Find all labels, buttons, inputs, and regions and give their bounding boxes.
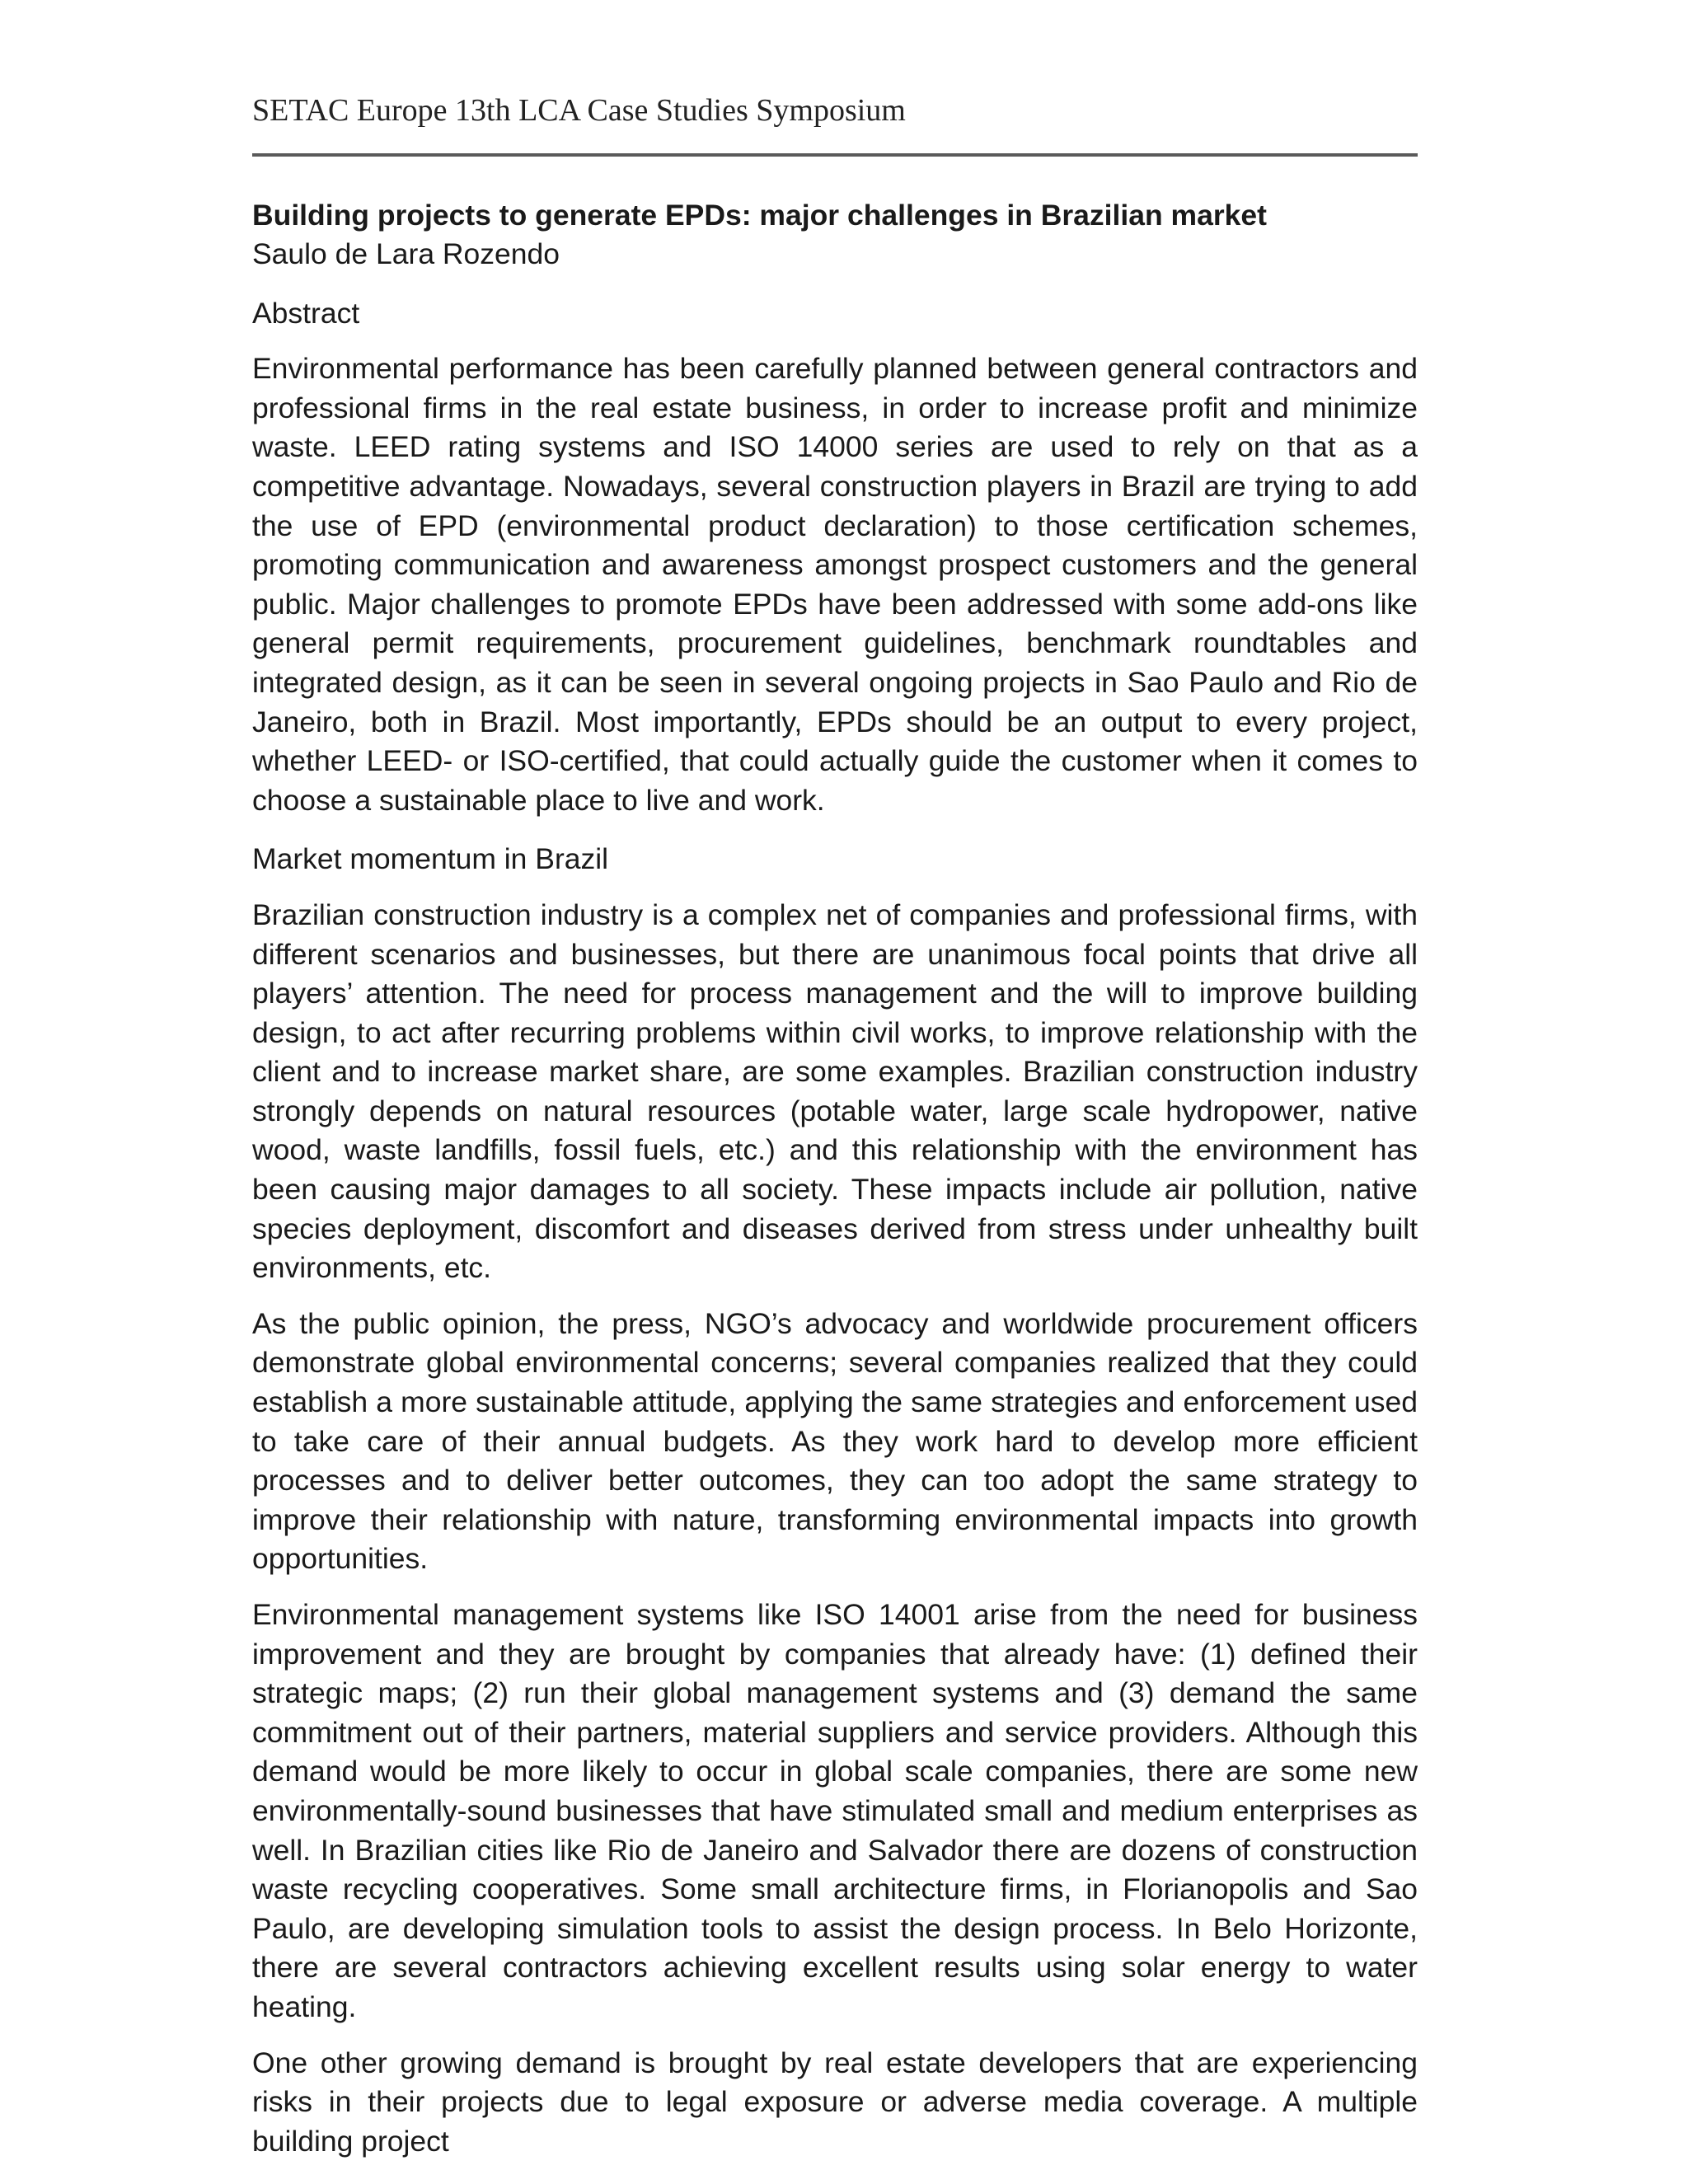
abstract-paragraph: Environmental performance has been carefully planned between general contractors and professional firms in the real estate business, in order to increase profit and minimize waste. LEED rating systems and ISO 14000 series are used to rely on that as a competitive advantage. Nowadays, several construction players in Brazil are trying to add the use of EPD (environmental product declaration) to those certification schemes, promoting communication and awareness amongst prospect customers and the general public. Major challenges to promote EPDs have been addressed with some add-ons like general permit requirements, procurement guidelines, benchmark roundtables and integrated design, as it can be seen in several ongoing projects in Sao Paulo and Rio de Janeiro, both in Brazil. Most importantly, EPDs should be an output to every project, whether LEED- or ISO-certified, that could actually guide the customer when it comes to choose a sustainable place to live and work. bbox=[252, 352, 1418, 817]
paper-title: Building projects to generate EPDs: major challenges in Brazilian market bbox=[252, 199, 1267, 232]
body-paragraph-4: One other growing demand is brought by real estate developers that are experiencing risks in their projects due to legal exposure or adverse media coverage. A multiple building project bbox=[252, 2046, 1418, 2158]
section-heading-market-momentum: Market momentum in Brazil bbox=[252, 842, 609, 876]
paper-author: Saulo de Lara Rozendo bbox=[252, 237, 560, 270]
paper-body bbox=[252, 196, 1418, 2161]
running-header: SETAC Europe 13th LCA Case Studies Symposium bbox=[252, 93, 906, 128]
body-paragraph-3: Environmental management systems like ISO 14001 arise from the need for business improvement and they are brought by companies that already have: (1) defined their strategic maps; (2) run their global management systems and (3) demand the same commitment out of their partners, material suppliers and service providers. Although this demand would be more likely to occur in global scale companies, there are some new environmentally-sound businesses that have stimulated small and medium enterprises as well. In Brazilian cities like Rio de Janeiro and Salvador there are dozens of construction waste recycling cooperatives. Some small architecture firms, in Florianopolis and Sao Paulo, are developing simulation tools to assist the design process. In Belo Horizonte, there are several contractors achieving excellent results using solar energy to water heating. bbox=[252, 1598, 1418, 2023]
body-paragraph-1: Brazilian construction industry is a complex net of companies and professional firms, with different scenarios and businesses, but there are unanimous focal points that drive all players’ attention. The need for process management and the will to improve building design, to act after recurring problems within civil works, to improve relationship with the client and to increase market share, are some examples. Brazilian construction industry strongly depends on natural resources (potable water, large scale hydropower, native wood, waste landfills, fossil fuels, etc.) and this relationship with the environment has been causing major damages to all society. These impacts include air pollution, native species deployment, discomfort and diseases derived from stress under unhealthy built environments, etc. bbox=[252, 898, 1418, 1285]
header-divider bbox=[252, 153, 1418, 157]
abstract-heading: Abstract bbox=[252, 296, 360, 330]
body-paragraph-2: As the public opinion, the press, NGO’s advocacy and worldwide procurement officers demonstrate global environmental concerns; several companies realized that they could establish a more sustainable attitude, applying the same strategies and enforcement used to take care of their annual budgets. As they work hard to develop more efficient processes and to deliver better outcomes, they can too adopt the same strategy to improve their relationship with nature, transforming environmental impacts into growth opportunities. bbox=[252, 1306, 1418, 1576]
